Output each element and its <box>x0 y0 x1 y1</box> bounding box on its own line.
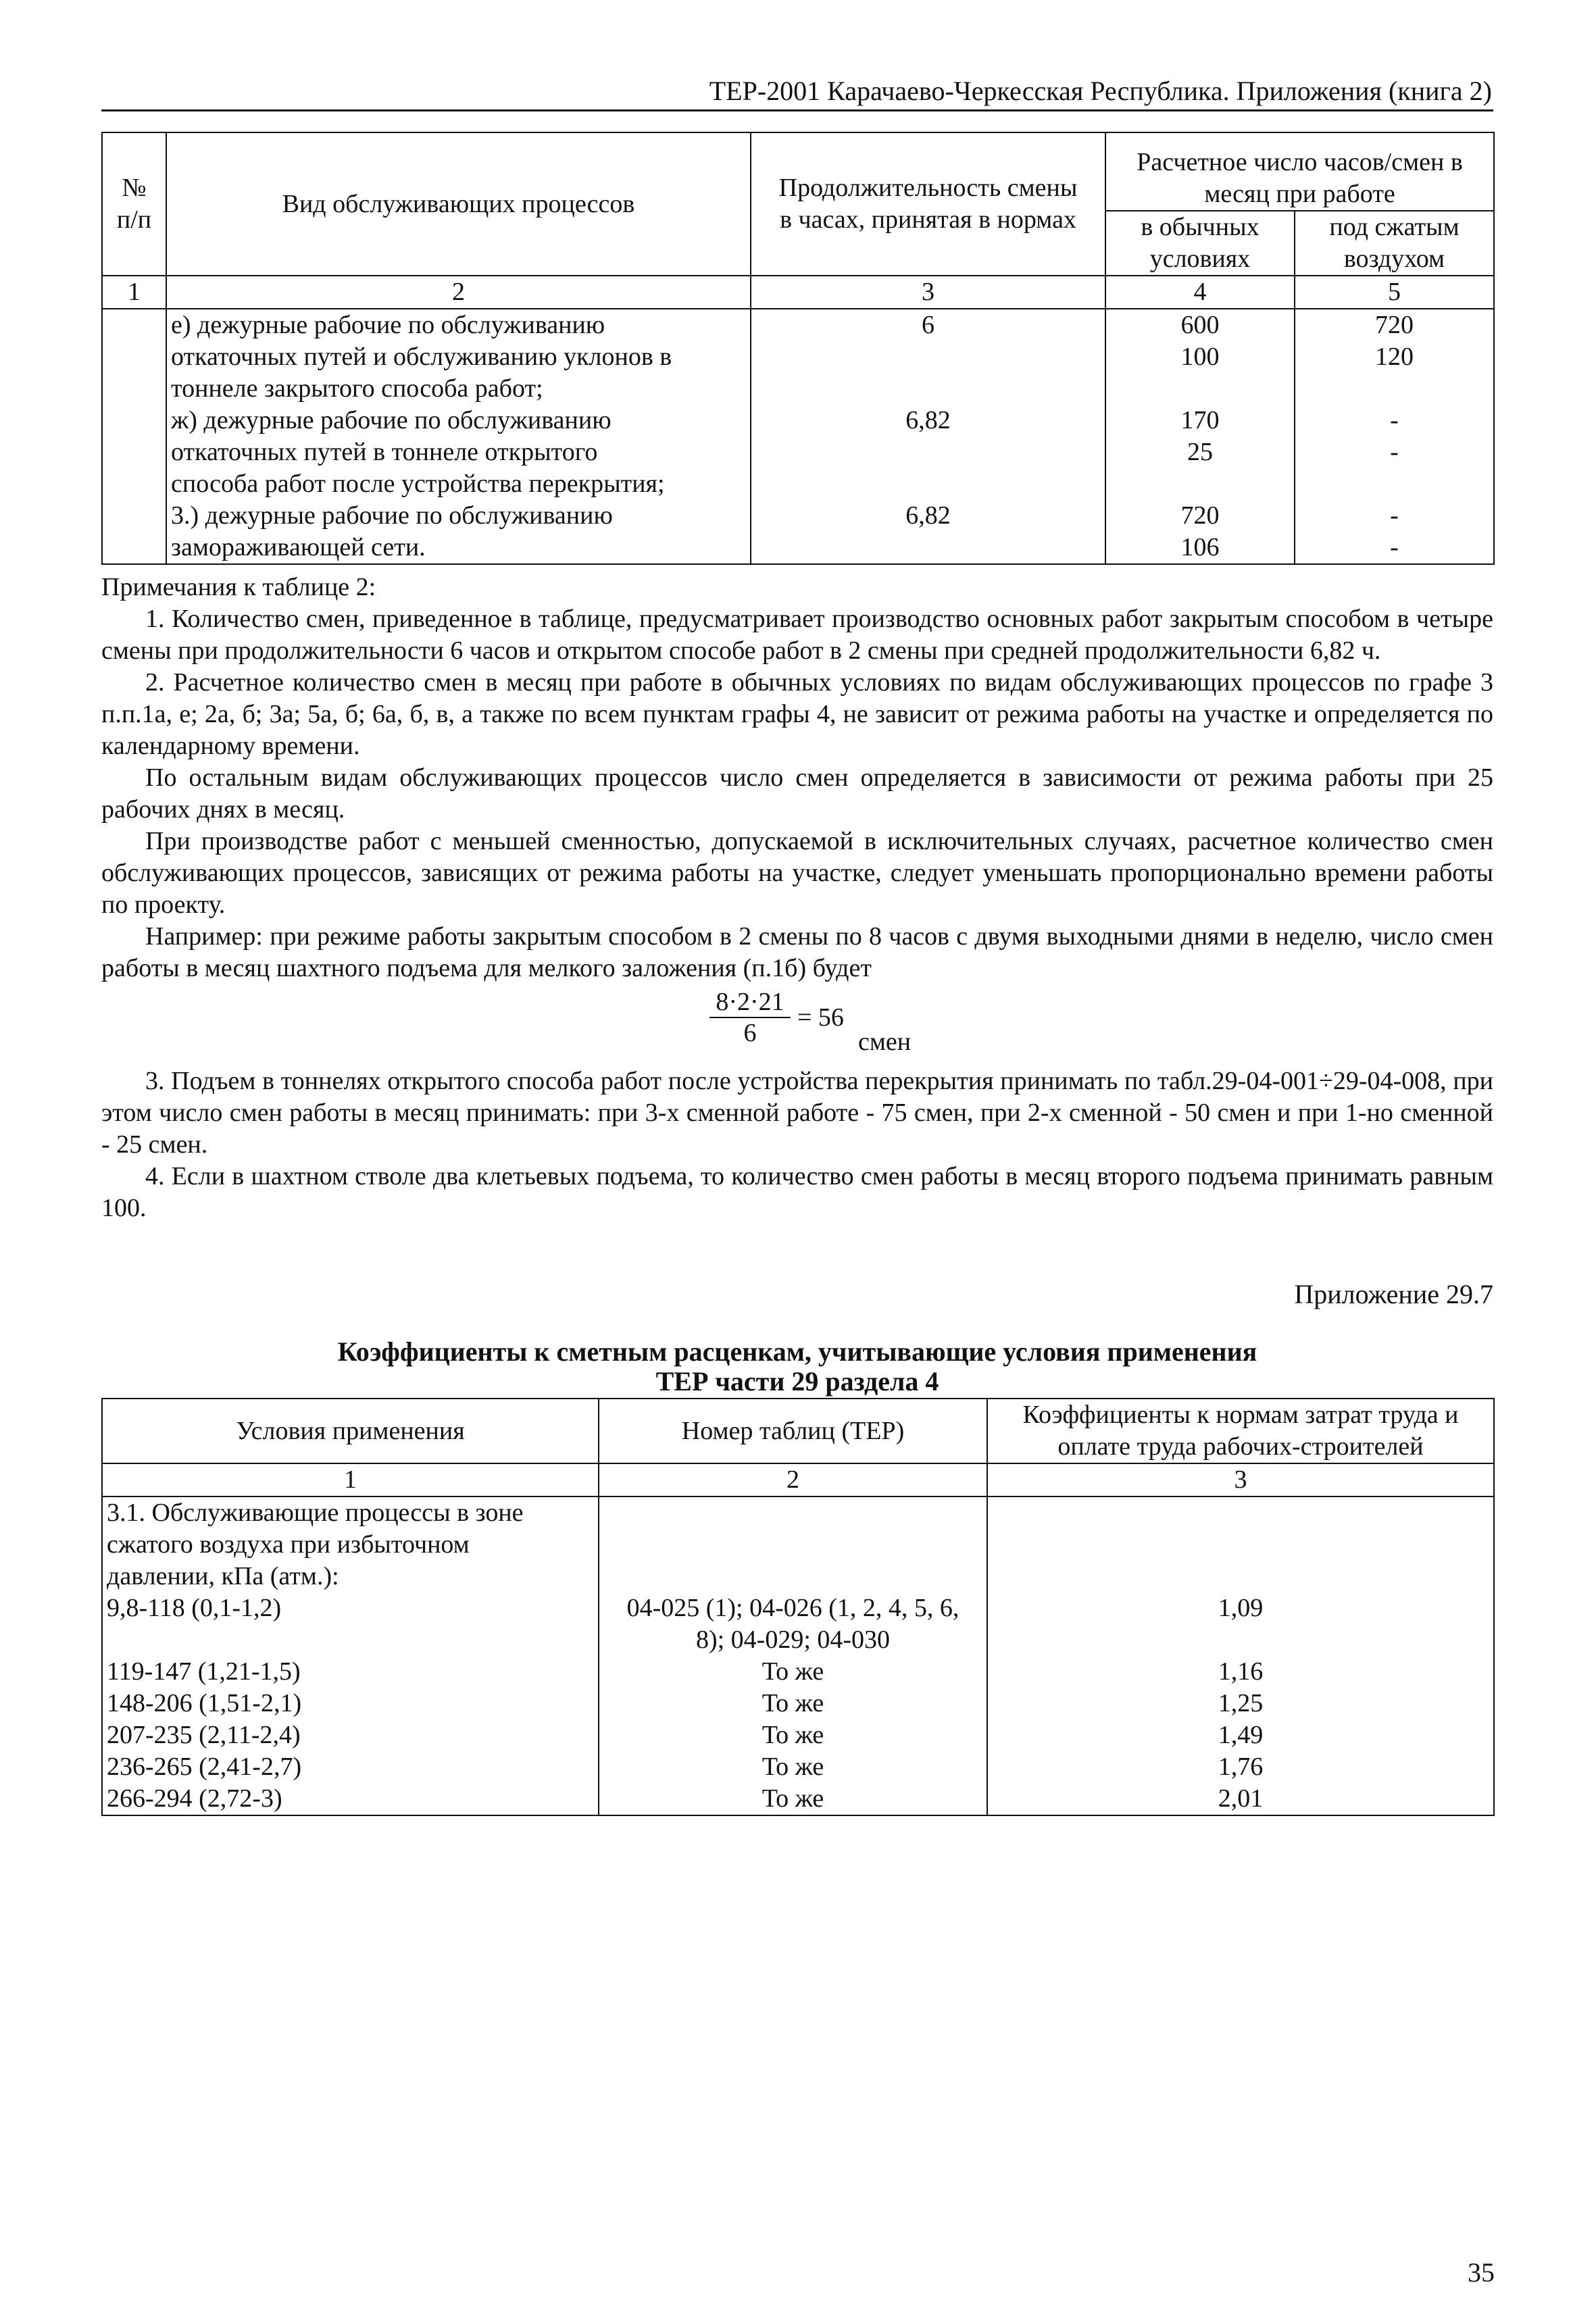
index-cell: 2 <box>599 1463 987 1496</box>
coef-cell: 1,49 <box>987 1719 1494 1751</box>
table-row <box>102 1656 1494 1688</box>
normal-cell: 720 106 <box>1105 500 1295 564</box>
group-cell: 3.1. Обслуживающие процессы в зоне сжатого воздуха при избыточном давлении, кПа (атм.): <box>102 1496 599 1592</box>
appendix-label: Приложение 29.7 <box>1294 1279 1493 1309</box>
tables-cell: То же <box>599 1783 987 1815</box>
note-paragraph: 3. Подъем в тоннелях открытого способа работ после устройства перекрытия принимать по табл.29-04-001÷29-04-008, при этом число смен работы в месяц принимать: при 3-х сменной работе - 75 смен, при 2-х сменной - 50 смен и при 1-но сменной - 25 смен. <box>101 1067 1493 1159</box>
col-header-normal: в обычных условиях <box>1105 211 1295 276</box>
table-row <box>102 309 1494 405</box>
compressed-cell: - - <box>1295 500 1494 564</box>
table-notes <box>101 572 1493 1224</box>
tables-cell: То же <box>599 1656 987 1688</box>
table-row <box>102 1496 1494 1592</box>
formula-fraction <box>709 987 791 1048</box>
condition-cell: 148-206 (1,51-2,1) <box>102 1688 599 1719</box>
col-header-number: № п/п <box>102 132 166 276</box>
table-row <box>102 1751 1494 1783</box>
index-cell: 1 <box>102 1463 599 1496</box>
note-paragraph: Например: при режиме работы закрытым способом в 2 смены по 8 часов с двумя выходными днями в неделю, число смен работы в месяц шахтного подъема для мелкого заложения (п.1б) будет <box>101 922 1493 982</box>
note-paragraph: 2. Расчетное количество смен в месяц при работе в обычных условиях по видам обслуживающих процессов по графе 3 п.п.1а, е; 2а, б; 3а; 5а, б; 6а, б, в, а также по всем пунктам графы 4, не зависит от режима работы на участке и определяется по календарному времени. <box>101 668 1493 760</box>
page-number: 35 <box>1468 2257 1495 2288</box>
col-header-duration: Продолжительность смены в часах, принятая в нормах <box>751 132 1105 276</box>
index-cell: 2 <box>166 276 751 309</box>
coef-cell: 1,16 <box>987 1656 1494 1688</box>
formula-result: = 56 <box>797 1003 844 1032</box>
col-header-calc-group: Расчетное число часов/смен в месяц при работе <box>1105 132 1494 211</box>
formula-denominator: 6 <box>743 1019 757 1047</box>
compressed-cell: 720 120 <box>1295 309 1494 405</box>
condition-cell: 266-294 (2,72-3) <box>102 1783 599 1815</box>
section-title: Коэффициенты к сметным расценкам, учитывающие условия применения ТЕР части 29 раздела 4 <box>337 1336 1257 1397</box>
col-header-compressed: под сжатым воздухом <box>1295 211 1494 276</box>
duration-cell: 6,82 <box>751 405 1105 500</box>
process-cell: е) дежурные рабочие по обслуживанию откаточных путей и обслуживанию уклонов в тоннеле закрытого способа работ; <box>166 309 751 405</box>
normal-cell: 170 25 <box>1105 405 1295 500</box>
coef-cell: 1,76 <box>987 1751 1494 1783</box>
coef-cell: 1,09 <box>987 1592 1494 1656</box>
table-row <box>102 1592 1494 1656</box>
table-row <box>102 405 1494 500</box>
table-row <box>102 1783 1494 1815</box>
tables-cell: 04-025 (1); 04-026 (1, 2, 4, 5, 6, 8); 04-029; 04-030 <box>599 1592 987 1656</box>
process-cell: ж) дежурные рабочие по обслуживанию откаточных путей в тоннеле открытого способа работ после устройства перекрытия; <box>166 405 751 500</box>
table-row <box>102 1719 1494 1751</box>
condition-cell: 9,8-118 (0,1-1,2) <box>102 1592 599 1656</box>
tables-cell: То же <box>599 1719 987 1751</box>
notes-title: Примечания к таблице 2: <box>101 573 376 601</box>
note-paragraph: 1. Количество смен, приведенное в таблице, предусматривает производство основных работ закрытым способом в четыре смены при продолжительности 6 часов и открытом способе работ в 2 смены при средней продолжительности 6,82 ч. <box>101 605 1493 665</box>
note-paragraph: 4. Если в шахтном стволе два клетьевых подъема, то количество смен работы в месяц второго подъема принимать равным 100. <box>101 1162 1493 1222</box>
index-cell: 3 <box>751 276 1105 309</box>
note-paragraph: При производстве работ с меньшей сменностью, допускаемой в исключительных случаях, расчетное количество смен обслуживающих процессов, зависящих от режима работы на участке, следует уменьшать пропорционально времени работы по проекту. <box>101 827 1493 919</box>
coef-cell: 2,01 <box>987 1783 1494 1815</box>
formula-unit: смен <box>858 1028 912 1056</box>
col-header-conditions: Условия применения <box>102 1399 599 1463</box>
condition-cell: 207-235 (2,11-2,4) <box>102 1719 599 1751</box>
duration-cell: 6 <box>751 309 1105 405</box>
process-cell: 3.) дежурные рабочие по обслуживанию замораживающей сети. <box>166 500 751 564</box>
index-cell: 1 <box>102 276 166 309</box>
index-cell: 5 <box>1295 276 1494 309</box>
index-cell: 3 <box>987 1463 1494 1496</box>
table-row <box>102 1688 1494 1719</box>
document-page <box>101 74 1493 1816</box>
tables-cell: То же <box>599 1688 987 1719</box>
formula <box>101 987 1493 1061</box>
normal-cell: 600 100 <box>1105 309 1295 405</box>
coefficients-table <box>101 1398 1495 1816</box>
column-index-row <box>102 276 1494 309</box>
running-header: ТЕР-2001 Карачаево-Черкесская Республика. Приложения (книга 2) <box>101 74 1493 111</box>
duration-cell: 6,82 <box>751 500 1105 564</box>
compressed-cell: - - <box>1295 405 1494 500</box>
coef-cell: 1,25 <box>987 1688 1494 1719</box>
column-index-row <box>102 1463 1494 1496</box>
col-header-process: Вид обслуживающих процессов <box>166 132 751 276</box>
col-header-coefficients: Коэффициенты к нормам затрат труда и оплате труда рабочих-строителей <box>987 1399 1494 1463</box>
condition-cell: 236-265 (2,41-2,7) <box>102 1751 599 1783</box>
shift-hours-table <box>101 132 1495 565</box>
tables-cell: То же <box>599 1751 987 1783</box>
index-cell: 4 <box>1105 276 1295 309</box>
condition-cell: 119-147 (1,21-1,5) <box>102 1656 599 1688</box>
formula-numerator: 8·2·21 <box>709 987 791 1018</box>
col-header-tables: Номер таблиц (ТЕР) <box>599 1399 987 1463</box>
table-row <box>102 500 1494 564</box>
note-paragraph: По остальным видам обслуживающих процессов число смен определяется в зависимости от режима работы при 25 рабочих днях в месяц. <box>101 763 1493 824</box>
